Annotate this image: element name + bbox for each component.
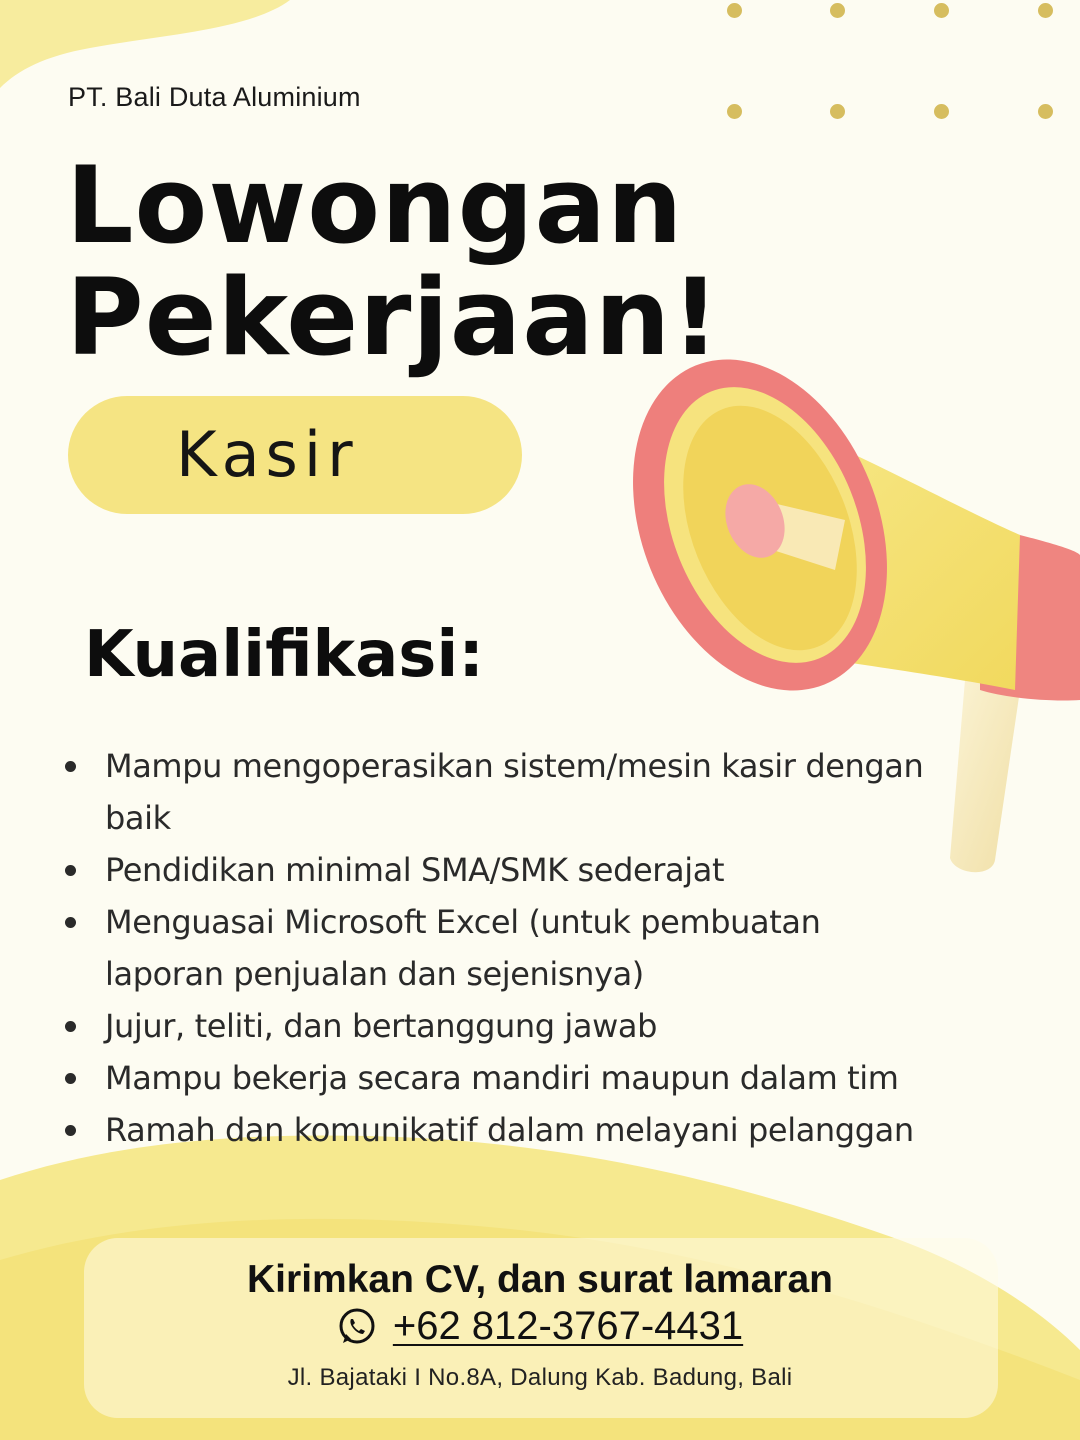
qualifications-title: Kualifikasi: <box>84 618 484 692</box>
list-item-text: Jujur, teliti, dan bertanggung jawab <box>105 1007 658 1045</box>
bullet-icon <box>65 1021 76 1032</box>
list-item <box>60 896 990 1000</box>
bullet-icon <box>65 1125 76 1136</box>
list-item <box>60 1104 990 1156</box>
top-left-wave-decoration <box>0 0 320 90</box>
qualifications-list <box>60 740 990 1156</box>
headline <box>66 144 721 379</box>
list-item-text: Menguasai Microsoft Excel (untuk pembuatan laporan penjualan dan sejenisnya) <box>105 903 821 993</box>
phone-row <box>0 1304 1080 1349</box>
list-item-text: Mampu bekerja secara mandiri maupun dalam tim <box>105 1059 899 1097</box>
headline-line-1: Lowongan <box>66 144 684 267</box>
list-item-text: Mampu mengoperasikan sistem/mesin kasir dengan baik <box>105 747 924 837</box>
list-item-text: Ramah dan komunikatif dalam melayani pelanggan <box>105 1111 914 1149</box>
address: Jl. Bajataki I No.8A, Dalung Kab. Badung, Bali <box>287 1364 793 1391</box>
company-name: PT. Bali Duta Aluminium <box>68 82 361 112</box>
list-item <box>60 740 990 844</box>
bullet-icon <box>65 917 76 928</box>
list-item <box>60 1052 990 1104</box>
list-item <box>60 844 990 896</box>
bullet-icon <box>65 865 76 876</box>
list-item <box>60 1000 990 1052</box>
bullet-icon <box>65 1073 76 1084</box>
bullet-icon <box>65 761 76 772</box>
whatsapp-icon <box>337 1307 377 1347</box>
phone-link[interactable]: +62 812-3767-4431 <box>392 1304 744 1348</box>
cta-text: Kirimkan CV, dan surat lamaran <box>247 1258 833 1301</box>
headline-line-2: Pekerjaan! <box>66 256 721 379</box>
list-item-text: Pendidikan minimal SMA/SMK sederajat <box>105 851 725 889</box>
position-label: Kasir <box>176 418 359 491</box>
